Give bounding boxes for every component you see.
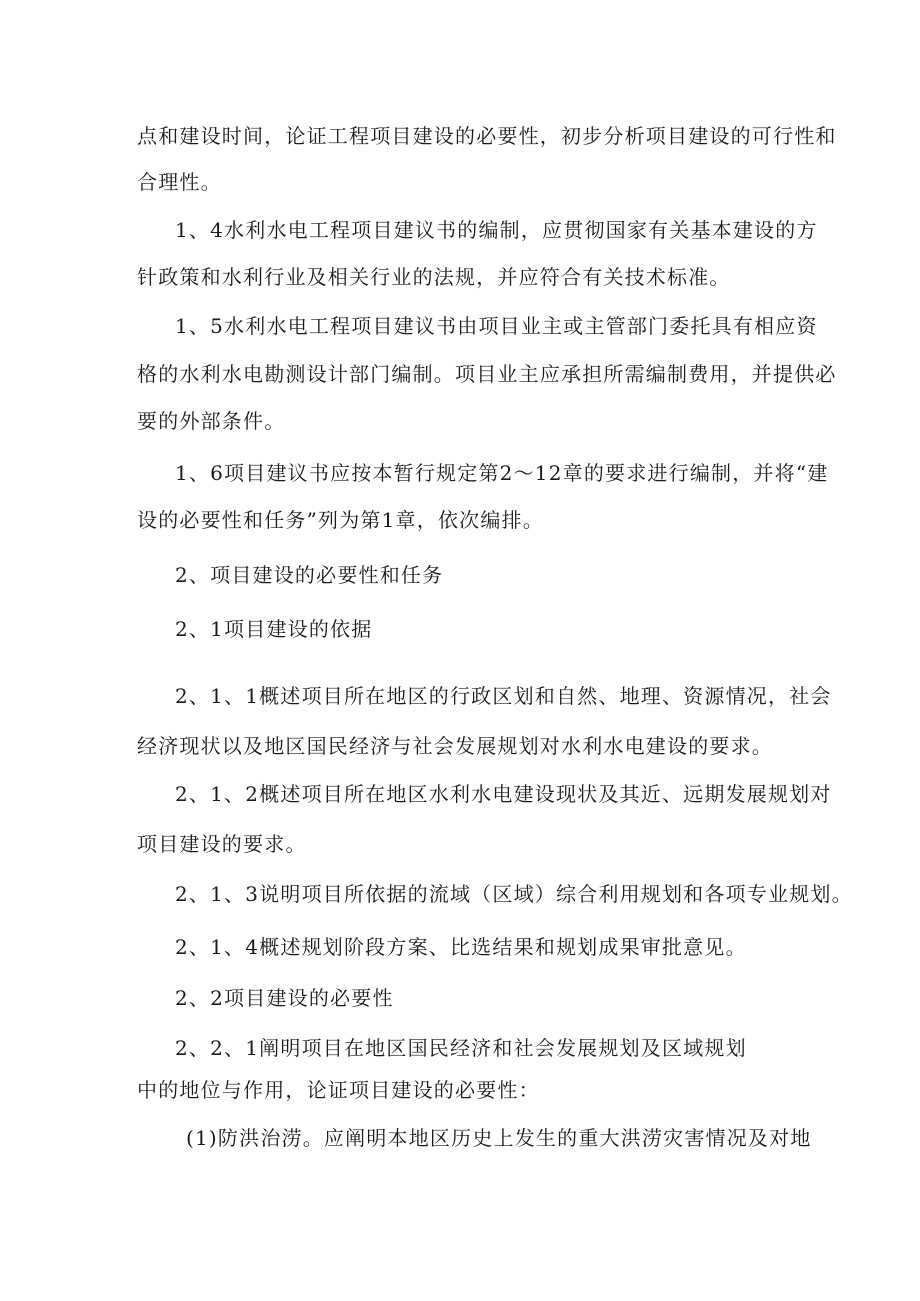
section-heading: 2、项目建设的必要性和任务 (175, 563, 444, 587)
paragraph-line: 2、2、1阐明项目在地区国民经济和社会发展规划及区域规划 (175, 1036, 747, 1060)
subsection-heading: 2、1项目建设的依据 (175, 617, 373, 641)
list-item: (1)防洪治涝。应阐明本地区历史上发生的重大洪涝灾害情况及对地 (186, 1126, 812, 1150)
paragraph-line: 设的必要性和任务”列为第1章，依次编排。 (137, 508, 544, 532)
paragraph-line: 1、5水利水电工程项目建议书由项目业主或主管部门委托具有相应资 (175, 314, 818, 338)
paragraph-line: 2、1、4概述规划阶段方案、比选结果和规划成果审批意见。 (175, 935, 747, 959)
paragraph-line: 1、6项目建议书应按本暂行规定第2～12章的要求进行编制，并将“建 (175, 461, 829, 485)
paragraph-line: 要的外部条件。 (137, 409, 286, 433)
paragraph-line: 项目建设的要求。 (137, 832, 307, 856)
paragraph-line: 合理性。 (137, 170, 222, 194)
paragraph-line: 2、1、3说明项目所依据的流域（区域）综合利用规划和各项专业规划。 (175, 882, 853, 906)
paragraph-line: 格的水利水电勘测设计部门编制。项目业主应承担所需编制费用，并提供必 (137, 362, 837, 386)
paragraph-line: 1、4水利水电工程项目建议书的编制，应贯彻国家有关基本建设的方 (175, 218, 818, 242)
paragraph-line: 点和建设时间，论证工程项目建设的必要性，初步分析项目建设的可行性和 (137, 124, 837, 148)
paragraph-line: 经济现状以及地区国民经济与社会发展规划对水利水电建设的要求。 (137, 734, 773, 758)
subsection-heading: 2、2项目建设的必要性 (175, 986, 394, 1010)
paragraph-line: 针政策和水利行业及相关行业的法规，并应符合有关技术标准。 (137, 265, 731, 289)
paragraph-line: 中的地位与作用，论证项目建设的必要性： (137, 1078, 540, 1102)
paragraph-line: 2、1、1概述项目所在地区的行政区划和自然、地理、资源情况，社会 (175, 684, 832, 708)
paragraph-line: 2、1、2概述项目所在地区水利水电建设现状及其近、远期发展规划对 (175, 782, 832, 806)
